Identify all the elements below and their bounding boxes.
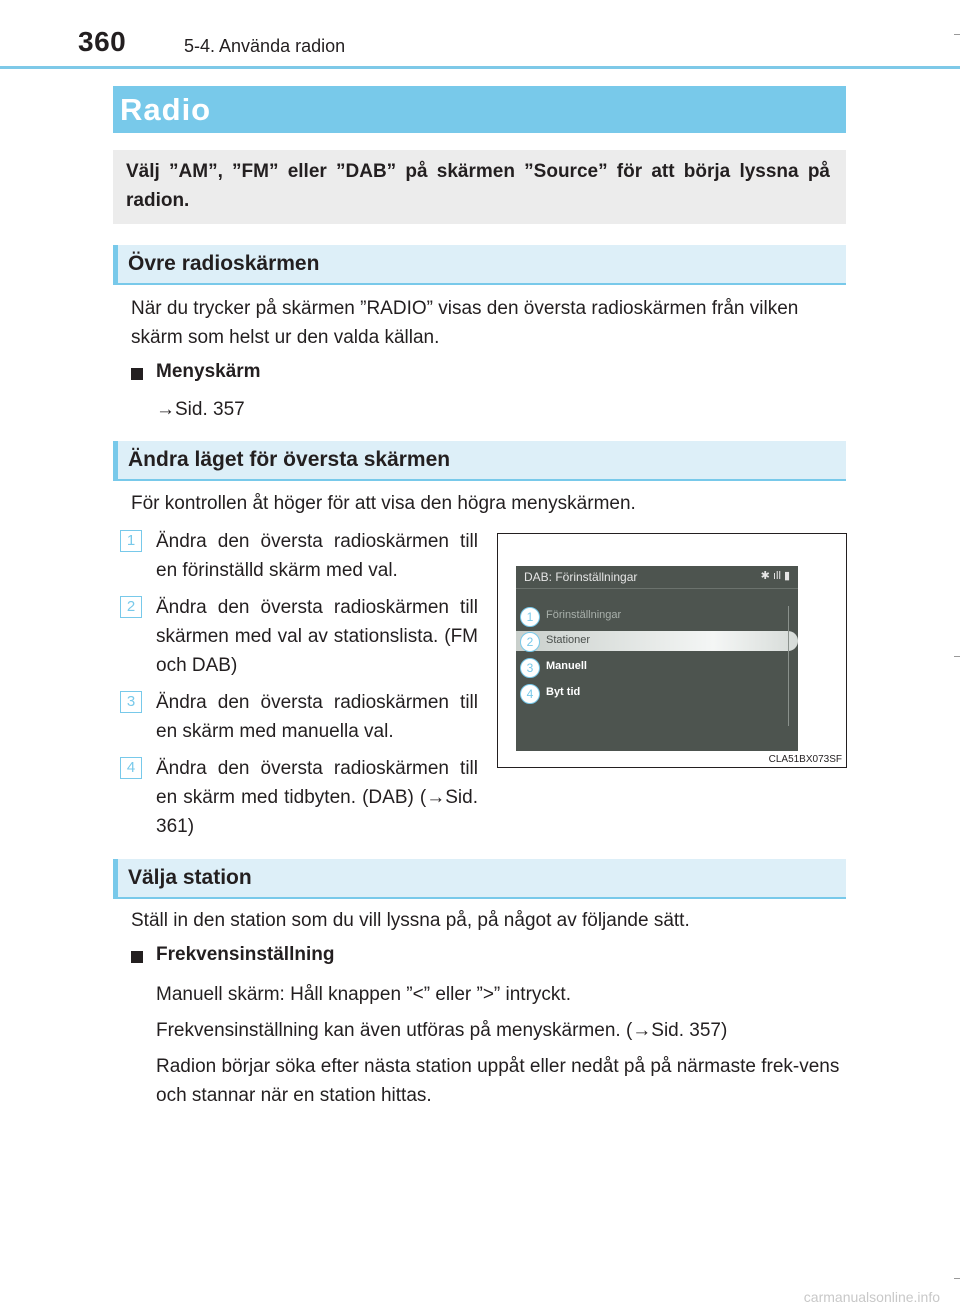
item-text: Ändra den översta radioskärmen till en förinställd skärm med val. bbox=[156, 531, 478, 581]
scroll-edge bbox=[784, 606, 789, 726]
section-heading-text: Välja station bbox=[128, 866, 252, 889]
page-number: 360 bbox=[78, 26, 127, 57]
title-band bbox=[113, 86, 846, 133]
row-number: 3 bbox=[520, 658, 540, 678]
item-number-badge: 4 bbox=[120, 757, 142, 779]
row-number: 1 bbox=[520, 607, 540, 627]
item-number-badge: 3 bbox=[120, 691, 142, 713]
upper-text: När du trycker på skärmen ”RADIO” visas den översta radioskärmen från vilken skärm som helst ur den valda källan. bbox=[131, 298, 799, 348]
screen-illustration bbox=[497, 533, 847, 768]
station-paragraph: Radion börjar söka efter nästa station uppåt eller nedåt på på närmaste frek-vens och stannar när en station hittas. bbox=[156, 1056, 840, 1106]
display-screen bbox=[516, 566, 798, 751]
menu-row bbox=[516, 657, 798, 677]
menu-row bbox=[516, 606, 798, 626]
intro-text: Välj ”AM”, ”FM” eller ”DAB” på skärmen ”Source” för att börja lyssna på radion. bbox=[126, 161, 830, 211]
figure-code: CLA51BX073SF bbox=[768, 754, 842, 765]
screen-title: DAB: Förinställningar bbox=[524, 570, 638, 584]
item-number-badge: 2 bbox=[120, 596, 142, 618]
station-text: Ställ in den station som du vill lyssna på, på något av följande sätt. bbox=[131, 910, 690, 931]
square-bullet-icon bbox=[131, 368, 143, 380]
station-paragraph: Manuell skärm: Håll knappen ”<” eller ”>” intryckt. bbox=[156, 984, 571, 1005]
station-paragraph: Frekvensinställning kan även utföras på menyskärmen. (→Sid. 357) bbox=[156, 1020, 728, 1041]
section-heading-upper bbox=[113, 245, 846, 285]
page-reference: →Sid. 357 bbox=[156, 399, 245, 420]
menu-row-selected bbox=[516, 631, 798, 651]
item-number-badge: 1 bbox=[120, 530, 142, 552]
row-number: 2 bbox=[520, 632, 540, 652]
item-text: Ändra den översta radioskärmen till en skärm med tidbyten. (DAB) (→Sid. 361) bbox=[156, 758, 478, 837]
header-rule bbox=[0, 66, 960, 69]
edge-tick bbox=[954, 34, 960, 35]
change-text: För kontrollen åt höger för att visa den högra menyskärmen. bbox=[131, 493, 636, 514]
section-heading-text: Övre radioskärmen bbox=[128, 252, 320, 275]
section-accent bbox=[113, 245, 118, 283]
status-icons: ✱ ıll ▮ bbox=[760, 570, 790, 582]
section-accent bbox=[113, 859, 118, 897]
item-text: Ändra den översta radioskärmen till skärmen med val av stationslista. (FM och DAB) bbox=[156, 597, 478, 676]
section-accent bbox=[113, 441, 118, 479]
square-bullet-icon bbox=[131, 951, 143, 963]
edge-tick bbox=[954, 1278, 960, 1279]
frequency-subheading: Frekvensinställning bbox=[156, 944, 335, 965]
menu-subheading: Menyskärm bbox=[156, 361, 261, 382]
row-label: Förinställningar bbox=[546, 609, 622, 621]
section-heading-text: Ändra läget för översta skärmen bbox=[128, 448, 451, 471]
page-title: Radio bbox=[120, 92, 212, 127]
title-divider bbox=[516, 588, 798, 589]
section-heading-change bbox=[113, 441, 846, 481]
menu-row bbox=[516, 683, 798, 703]
watermark: carmanualsonline.info bbox=[803, 1289, 940, 1305]
row-label: Manuell bbox=[546, 660, 587, 672]
section-heading-station bbox=[113, 859, 846, 899]
row-label: Byt tid bbox=[546, 686, 581, 698]
item-text: Ändra den översta radioskärmen till en skärm med manuella val. bbox=[156, 692, 478, 742]
chapter-title: 5-4. Använda radion bbox=[184, 36, 346, 56]
row-label: Stationer bbox=[546, 634, 591, 646]
row-number: 4 bbox=[520, 684, 540, 704]
edge-tick bbox=[954, 656, 960, 657]
